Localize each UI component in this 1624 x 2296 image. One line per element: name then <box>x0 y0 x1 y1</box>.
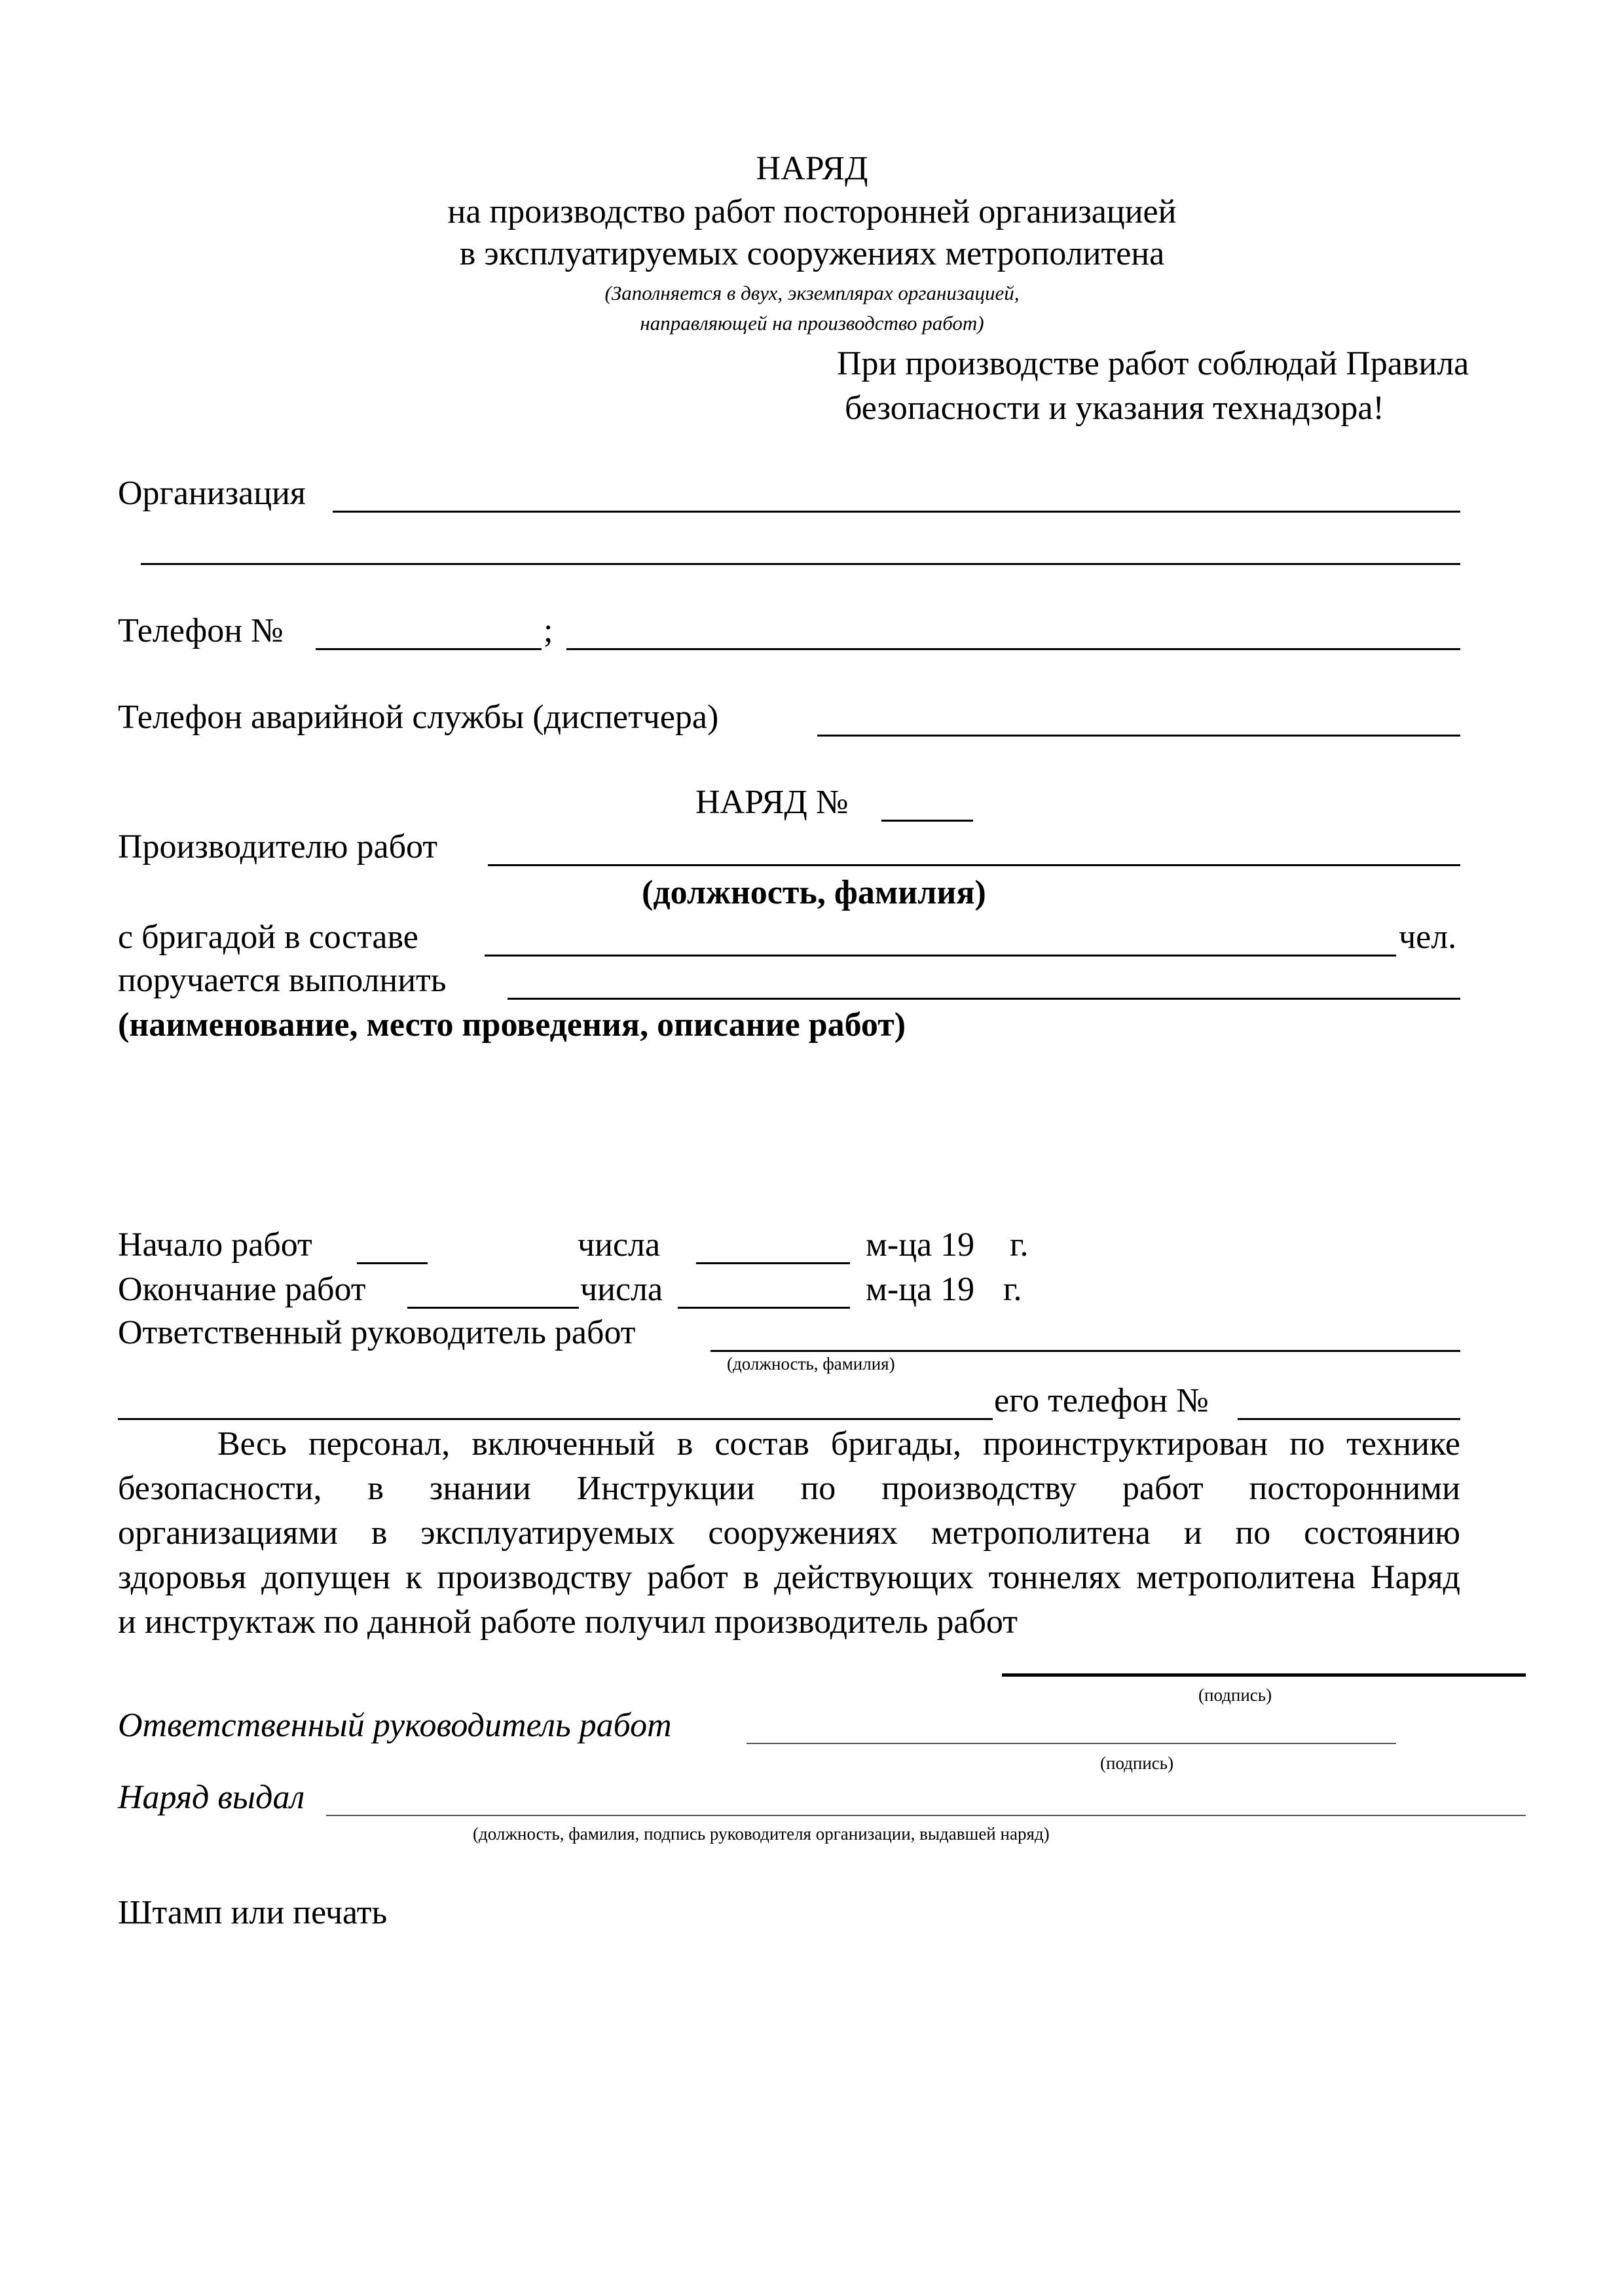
responsible-field-line[interactable] <box>710 1350 1460 1352</box>
performer-hint: (должность, фамилия) <box>642 874 986 911</box>
end-label: Окончание работ <box>118 1271 366 1308</box>
safety-warning-2: безопасности и указания технадзора! <box>845 390 1384 427</box>
start-day-word: числа <box>578 1226 661 1264</box>
form-note-1: (Заполняется в двух, экземплярах организацией, <box>604 282 1020 304</box>
responsible-label: Ответственный руководитель работ <box>118 1314 636 1351</box>
form-subtitle-2: в эксплуатируемых сооружениях метрополитена <box>459 235 1165 272</box>
stamp-label: Штамп или печать <box>118 1894 388 1931</box>
form-subtitle-1: на производство работ посторонней организацией <box>447 193 1177 230</box>
statement-line-5: и инструктаж по данной работе получил производитель работ <box>118 1603 1018 1641</box>
task-field-line[interactable] <box>507 998 1460 1000</box>
responsible-signature-line[interactable] <box>747 1743 1396 1744</box>
emergency-phone-label: Телефон аварийной службы (диспетчера) <box>118 699 719 736</box>
statement-line-2: безопасности, в знании Инструкции по производству работ посторонними <box>118 1470 1460 1507</box>
responsible-phone-label: его телефон № <box>994 1382 1209 1419</box>
statement-line-4: здоровья допущен к производству работ в действующих тоннелях метрополитена Наряд <box>118 1559 1460 1596</box>
organization-label: Организация <box>118 475 306 512</box>
start-month-line[interactable] <box>696 1262 850 1264</box>
end-day-word: числа <box>580 1271 663 1308</box>
phone-field-line[interactable] <box>316 648 542 650</box>
performer-field-line[interactable] <box>488 864 1460 866</box>
performer-signature-line[interactable] <box>1002 1673 1526 1677</box>
start-year-word: г. <box>1010 1226 1029 1264</box>
statement-line-3: организациями в эксплуатируемых сооружениях метрополитена и по состоянию <box>118 1514 1460 1552</box>
phone-separator: ; <box>544 612 553 649</box>
order-title: НАРЯД № <box>695 784 849 821</box>
statement-paragraph <box>118 1427 1460 1650</box>
end-day-line[interactable] <box>407 1307 579 1309</box>
responsible-phone-line[interactable] <box>1238 1418 1460 1420</box>
task-label: поручается выполнить <box>118 962 447 999</box>
organization-field-line[interactable] <box>333 511 1460 513</box>
end-year-word: г. <box>1003 1271 1022 1308</box>
emergency-phone-field-line[interactable] <box>817 735 1460 737</box>
task-hint: (наименование, место проведения, описание работ) <box>118 1006 906 1044</box>
performer-label: Производителю работ <box>118 828 438 866</box>
issued-by-label: Наряд выдал <box>118 1779 305 1816</box>
start-label: Начало работ <box>118 1226 312 1264</box>
responsible-signature-label: Ответственный руководитель работ <box>118 1707 672 1744</box>
performer-signature-hint: (подпись) <box>1198 1685 1272 1705</box>
responsible-name-line[interactable] <box>118 1418 993 1420</box>
organization-field-line-2[interactable] <box>141 563 1460 565</box>
statement-line-1: Весь персонал, включенный в состав бригады, проинструктирован по технике <box>217 1425 1460 1463</box>
responsible-signature-hint: (подпись) <box>1100 1753 1174 1773</box>
start-day-line[interactable] <box>357 1262 428 1264</box>
phone-label: Телефон № <box>118 612 284 649</box>
safety-warning-1: При производстве работ соблюдай Правила <box>837 345 1469 382</box>
form-note-2: направляющей на производство работ) <box>640 312 984 335</box>
phone-field-line-2[interactable] <box>566 648 1460 650</box>
issued-by-line[interactable] <box>326 1815 1526 1816</box>
end-month-word: м-ца 19 <box>866 1271 975 1308</box>
form-title: НАРЯД <box>756 150 868 187</box>
order-number-line[interactable] <box>881 820 973 822</box>
issued-by-hint: (должность, фамилия, подпись руководителя организации, выдавшей наряд) <box>473 1824 1050 1844</box>
brigade-label: с бригадой в составе <box>118 919 418 956</box>
brigade-field-line[interactable] <box>485 955 1396 957</box>
end-month-line[interactable] <box>678 1307 850 1309</box>
responsible-hint: (должность, фамилия) <box>727 1354 895 1374</box>
brigade-unit: чел. <box>1399 919 1457 956</box>
start-month-word: м-ца 19 <box>866 1226 975 1264</box>
